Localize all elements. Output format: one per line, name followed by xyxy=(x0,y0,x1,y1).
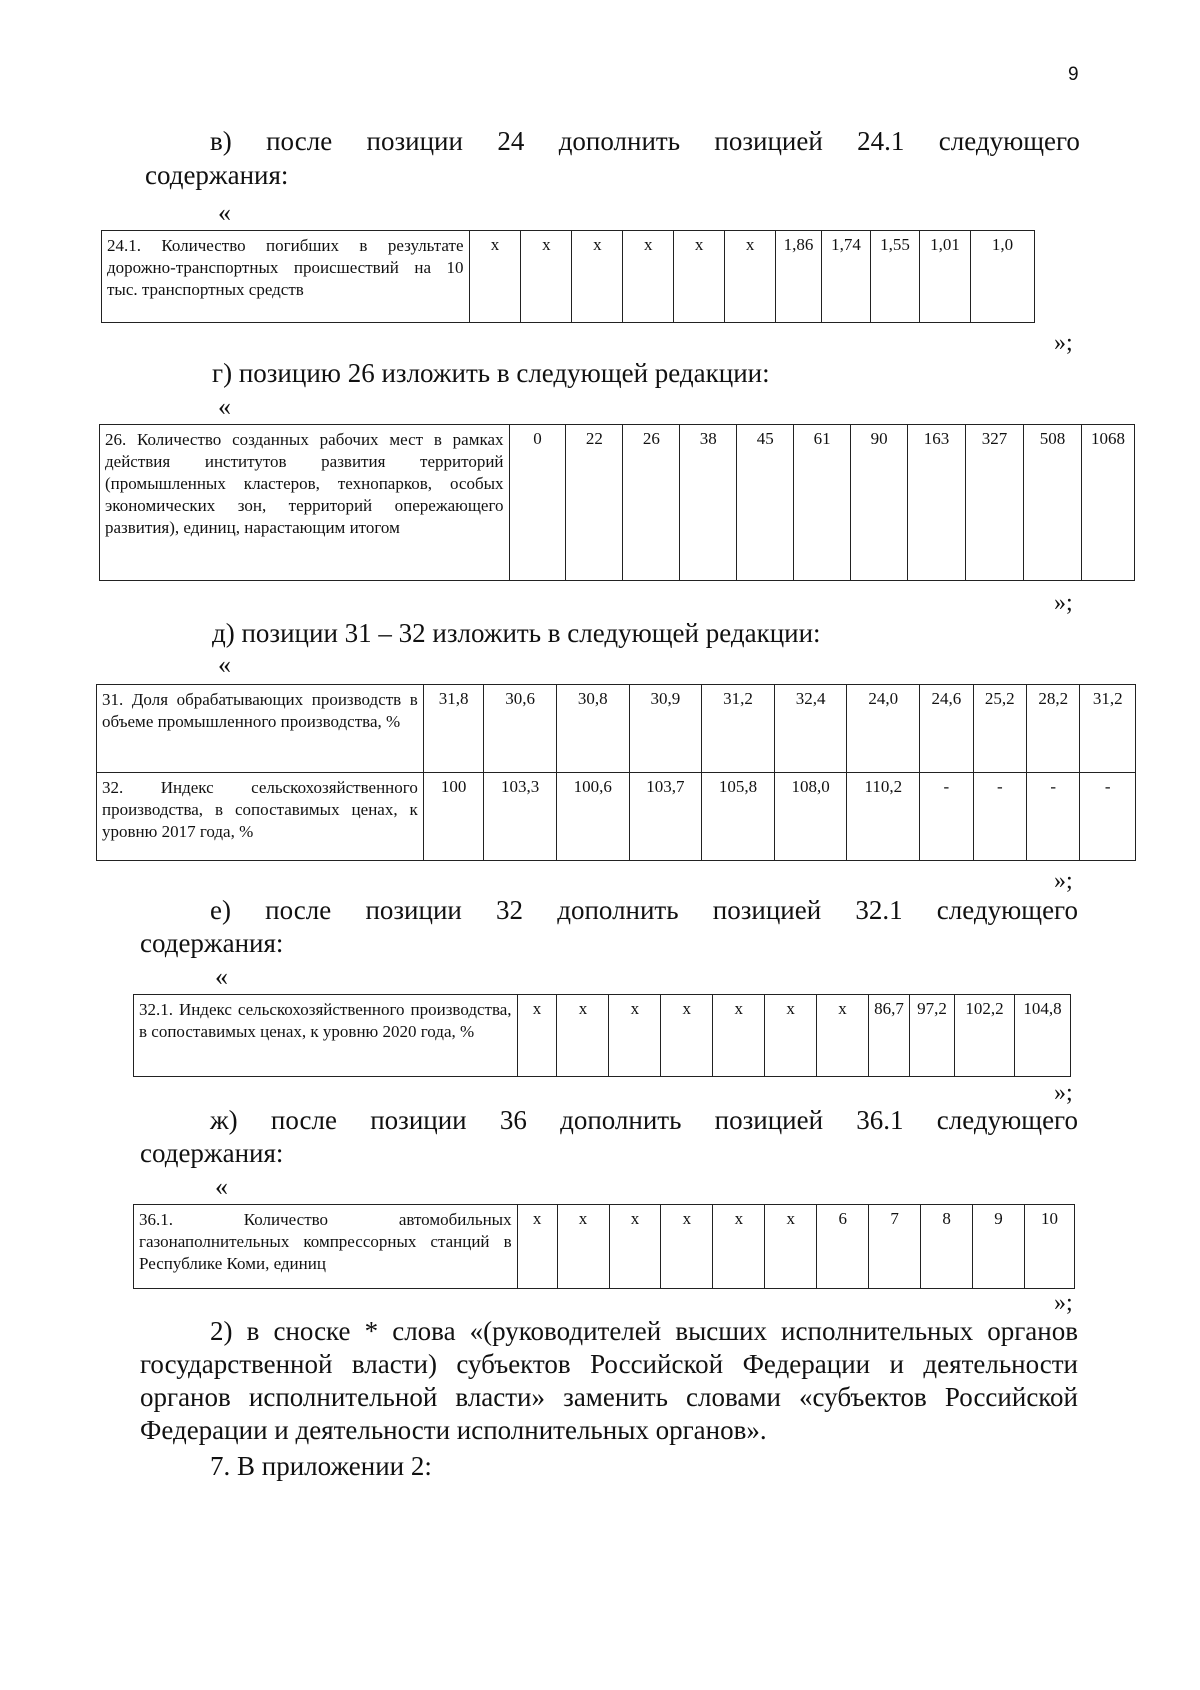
table-cell: 103,3 xyxy=(484,773,557,861)
table-cell: 86,7 xyxy=(869,995,910,1077)
row-description: 26. Количество созданных рабочих мест в рамках действия институтов развития территорий (промышленных кластеров, технопарков, особых экономических зон, территорий опережающего развития), единиц, нарастающим итогом xyxy=(100,425,510,581)
table-31-32 xyxy=(96,684,1136,861)
word: после xyxy=(265,895,332,925)
table-cell: x xyxy=(661,1205,713,1289)
table-row xyxy=(134,1205,1075,1289)
table-cell: 22 xyxy=(566,425,623,581)
table-cell: 38 xyxy=(680,425,737,581)
word: в) xyxy=(210,126,232,156)
table-cell: x xyxy=(609,995,661,1077)
table-cell: 26 xyxy=(623,425,680,581)
item-g-text: г) позицию 26 изложить в следующей редакции: xyxy=(212,358,770,388)
close-quote: »; xyxy=(1054,330,1073,356)
table-cell: 61 xyxy=(794,425,851,581)
table-cell: 1068 xyxy=(1081,425,1134,581)
table-cell: 163 xyxy=(908,425,966,581)
point-7-heading: 7. В приложении 2: xyxy=(210,1451,432,1481)
table-cell: 31,2 xyxy=(1080,685,1136,773)
table-cell: 110,2 xyxy=(847,773,920,861)
word: следующего xyxy=(936,895,1078,925)
table-cell: 97,2 xyxy=(910,995,955,1077)
row-description: 32.1. Индекс сельскохозяйственного производства, в сопоставимых ценах, к уровню 2020 года, % xyxy=(134,995,518,1077)
word: 24 xyxy=(497,126,525,156)
table-cell: 6 xyxy=(817,1205,869,1289)
table-cell: 1,55 xyxy=(871,231,920,323)
table-cell: x xyxy=(517,1205,557,1289)
table-cell: x xyxy=(609,1205,661,1289)
close-quote: »; xyxy=(1054,1080,1073,1106)
word: позицией xyxy=(714,126,823,156)
table-cell: 9 xyxy=(973,1205,1025,1289)
table-cell: 10 xyxy=(1025,1205,1075,1289)
table-32-1 xyxy=(133,994,1071,1077)
table-cell: 103,7 xyxy=(629,773,702,861)
table-cell: x xyxy=(661,995,713,1077)
table-cell: 30,6 xyxy=(484,685,557,773)
word: следующего xyxy=(938,126,1080,156)
table-cell: 32,4 xyxy=(774,685,847,773)
word: 36.1 xyxy=(856,1105,904,1135)
word: позицией xyxy=(714,1105,824,1135)
table-cell: x xyxy=(521,231,572,323)
word: позиции xyxy=(365,895,462,925)
table-cell: x xyxy=(713,995,765,1077)
table-cell: 31,2 xyxy=(702,685,775,773)
table-cell: 108,0 xyxy=(774,773,847,861)
table-row xyxy=(100,425,1135,581)
point-2-paragraph: 2) в сноске * слова «(руководителей высших исполнительных органов государственной власти) субъектов Российской Федерации и деятельности органов исполнительной власти» заменить словами «субъектов Российской Федерации и деятельности исполнительных органов». xyxy=(140,1316,1078,1445)
item-d-text: д) позиции 31 – 32 изложить в следующей редакции: xyxy=(212,618,821,648)
table-cell: - xyxy=(920,773,973,861)
close-quote: »; xyxy=(1054,590,1073,616)
word: 24.1 xyxy=(857,126,905,156)
page-number: 9 xyxy=(1068,64,1079,85)
table-cell: 24,0 xyxy=(847,685,920,773)
word: ж) xyxy=(210,1105,238,1135)
table-cell: 100,6 xyxy=(556,773,629,861)
table-24-1 xyxy=(101,230,1035,323)
row-description: 32. Индекс сельскохозяйственного производства, в сопоставимых ценах, к уровню 2017 года, % xyxy=(97,773,424,861)
table-26 xyxy=(99,424,1135,581)
open-quote: « xyxy=(215,1172,228,1201)
table-cell: 45 xyxy=(737,425,794,581)
open-quote: « xyxy=(218,392,231,421)
word: после xyxy=(266,126,333,156)
table-cell: x xyxy=(557,995,609,1077)
table-cell: x xyxy=(674,231,725,323)
table-row xyxy=(134,995,1071,1077)
table-cell: - xyxy=(1080,773,1136,861)
table-cell: 0 xyxy=(509,425,566,581)
item-v-line2: содержания: xyxy=(145,160,289,190)
word: дополнить xyxy=(558,126,681,156)
table-cell: 327 xyxy=(966,425,1024,581)
table-cell: x xyxy=(572,231,623,323)
word: после xyxy=(270,1105,337,1135)
table-cell: 7 xyxy=(869,1205,921,1289)
table-cell: x xyxy=(623,231,674,323)
table-cell: 1,01 xyxy=(919,231,970,323)
table-cell: 104,8 xyxy=(1014,995,1070,1077)
close-quote: »; xyxy=(1054,1290,1073,1316)
word: следующего xyxy=(936,1105,1078,1135)
row-description: 31. Доля обрабатывающих производств в объеме промышленного производства, % xyxy=(97,685,424,773)
word: позиции xyxy=(366,126,463,156)
table-cell: x xyxy=(725,231,776,323)
table-cell: 1,0 xyxy=(970,231,1034,323)
table-row xyxy=(97,773,1136,861)
word: позиции xyxy=(370,1105,467,1135)
item-v-line1 xyxy=(210,124,1080,158)
table-cell: x xyxy=(557,1205,609,1289)
table-cell: 100 xyxy=(423,773,484,861)
table-cell: x xyxy=(765,1205,817,1289)
table-cell: x xyxy=(469,231,521,323)
table-cell: 508 xyxy=(1023,425,1081,581)
word: 36 xyxy=(499,1105,527,1135)
word: 32.1 xyxy=(855,895,903,925)
item-e-line1 xyxy=(210,893,1078,927)
table-cell: 30,9 xyxy=(629,685,702,773)
row-description: 24.1. Количество погибших в результате дорожно-транспортных происшествий на 10 тыс. транспортных средств xyxy=(102,231,470,323)
table-row xyxy=(97,685,1136,773)
word: позицией xyxy=(712,895,822,925)
row-description: 36.1. Количество автомобильных газонаполнительных компрессорных станций в Республике Коми, единиц xyxy=(134,1205,518,1289)
item-e-line2: содержания: xyxy=(140,928,284,958)
item-zh-line1 xyxy=(210,1103,1078,1137)
table-cell: x xyxy=(765,995,817,1077)
table-row xyxy=(102,231,1035,323)
open-quote: « xyxy=(218,198,231,227)
word: 32 xyxy=(496,895,524,925)
table-cell: 105,8 xyxy=(702,773,775,861)
close-quote: »; xyxy=(1054,868,1073,894)
open-quote: « xyxy=(215,962,228,991)
table-cell: - xyxy=(1027,773,1080,861)
word: дополнить xyxy=(560,1105,682,1135)
open-quote: « xyxy=(218,650,231,679)
item-zh-line2: содержания: xyxy=(140,1138,284,1168)
table-cell: - xyxy=(973,773,1026,861)
table-cell: 28,2 xyxy=(1027,685,1080,773)
word: дополнить xyxy=(557,895,679,925)
table-cell: x xyxy=(517,995,557,1077)
table-cell: 25,2 xyxy=(973,685,1026,773)
table-cell: 24,6 xyxy=(920,685,973,773)
table-cell: x xyxy=(713,1205,765,1289)
table-cell: 8 xyxy=(921,1205,973,1289)
table-cell: 30,8 xyxy=(556,685,629,773)
table-cell: x xyxy=(817,995,869,1077)
table-cell: 31,8 xyxy=(423,685,484,773)
table-cell: 102,2 xyxy=(954,995,1014,1077)
word: е) xyxy=(210,895,231,925)
table-cell: 90 xyxy=(851,425,908,581)
table-36-1 xyxy=(133,1204,1075,1289)
table-cell: 1,74 xyxy=(822,231,871,323)
table-cell: 1,86 xyxy=(776,231,822,323)
